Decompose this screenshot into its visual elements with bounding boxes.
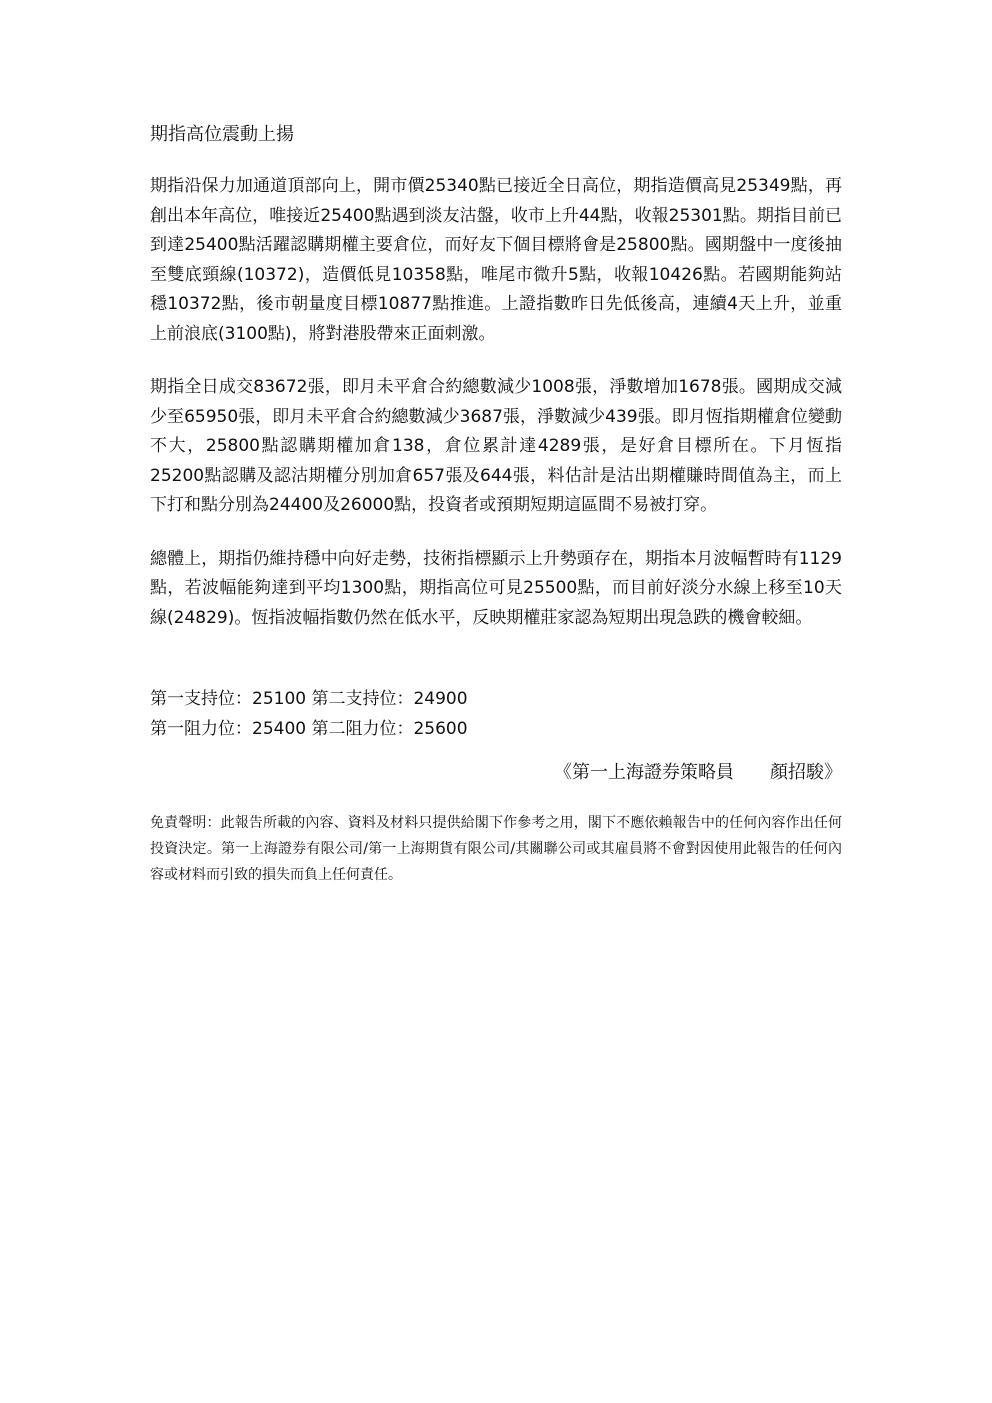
paragraph-volume-positions: 期指全日成交83672張，即月未平倉合約總數減少1008張，淨數增加1678張。國期成交減少至65950張，即月未平倉合約總數減少3687張，淨數減少439張。即月恆指期權倉位變動不大，25800點認購期權加倉138，倉位累計達4289張，是好倉目標所在。下月恆指25200點認購及認沽期權分別加倉657張及644張，料估計是沽出期權賺時間值為主，而上下打和點分別為24400及26000點，投資者或預期短期這區間不易被打穿。 — [150, 377, 842, 515]
document-page — [150, 120, 842, 888]
author-signature: 《第一上海證券策略員 顏招駿》 — [554, 762, 842, 783]
paragraph-outlook: 總體上，期指仍維持穩中向好走勢，技術指標顯示上升勢頭存在，期指本月波幅暫時有1129點，若波幅能夠達到平均1300點，期指高位可見25500點，而目前好淡分水線上移至10天線(24829)。恆指波幅指數仍然在低水平，反映期權莊家認為短期出現急跌的機會較細。 — [150, 548, 842, 628]
paragraph-market-summary: 期指沿保力加通道頂部向上，開市價25340點已接近全日高位，期指造價高見25349點，再創出本年高位，唯接近25400點遇到淡友沽盤，收市上升44點，收報25301點。期指目前已到達25400點活躍認購期權主要倉位，而好友下個目標將會是25800點。國期盤中一度後抽至雙底頸線(10372)，造價低見10358點，唯尾市微升5點，收報10426點。若國期能夠站穩10372點，後市朝量度目標10877點推進。上證指數昨日先低後高，連續4天上升，並重上前浪底(3100點)，將對港股帶來正面刺激。 — [150, 176, 842, 344]
document-title: 期指高位震動上揚 — [150, 124, 294, 145]
support-levels: 第一支持位：25100 第二支持位：24900 — [150, 689, 468, 709]
support-resistance-levels — [150, 685, 842, 744]
disclaimer: 免責聲明：此報告所載的內容、資料及材料只提供給閣下作參考之用，閣下不應依賴報告中的任何內容作出任何投資決定。第一上海證券有限公司/第一上海期貨有限公司/其關聯公司或其雇員將不會對因使用此報告的任何內容或材料而引致的損失而負上任何責任。 — [150, 815, 842, 883]
resistance-levels: 第一阻力位：25400 第二阻力位：25600 — [150, 718, 468, 739]
